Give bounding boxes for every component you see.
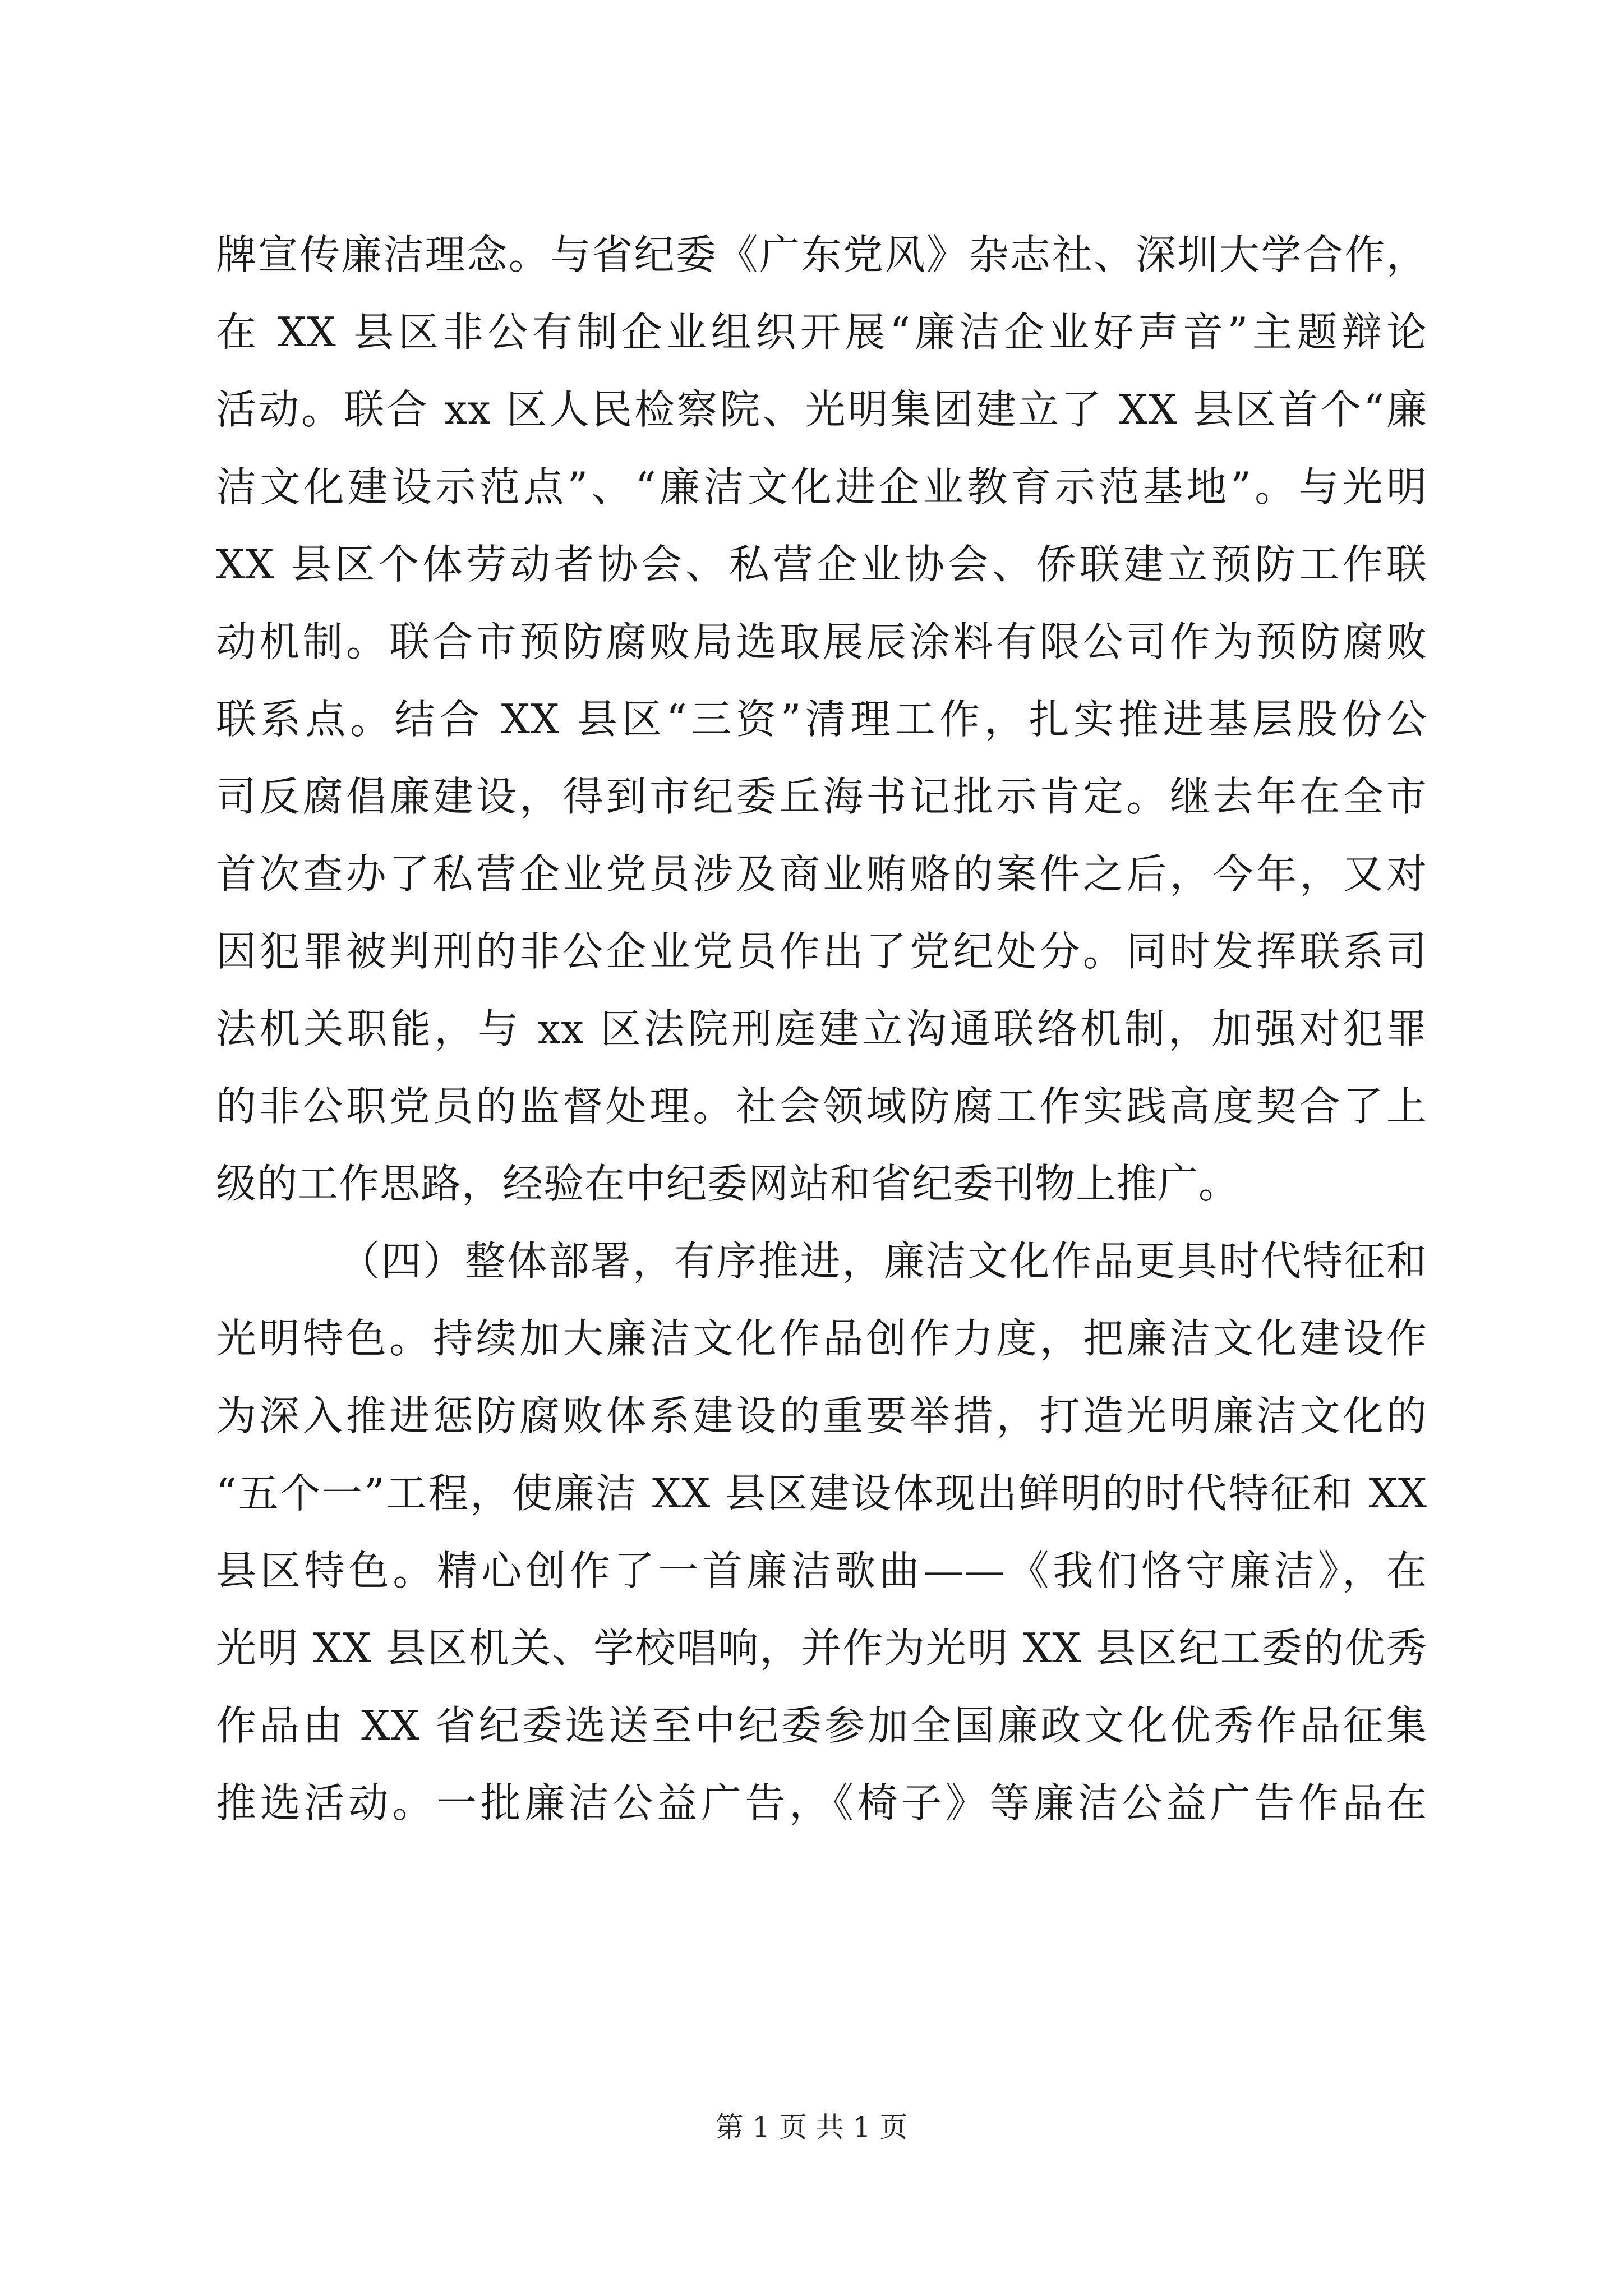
text-line: 县区特色。精心创作了一首廉洁歌曲——《我们恪守廉洁》，在 [216,1547,1427,1594]
text-line: 光明 XX 县区机关、学校唱响，并作为光明 XX 县区纪工委的优秀 [216,1625,1427,1672]
text-line: 作品由 XX 省纪委选送至中纪委参加全国廉政文化优秀作品征集 [216,1702,1427,1749]
text-line: 联系点。结合 XX 县区“三资”清理工作，扎实推进基层股份公 [216,696,1427,743]
text-line: 在 XX 县区非公有制企业组织开展“廉洁企业好声音”主题辩论 [216,309,1427,356]
text-line: 光明特色。持续加大廉洁文化作品创作力度，把廉洁文化建设作 [216,1315,1427,1362]
text-line: 为深入推进惩防腐败体系建设的重要举措，打造光明廉洁文化的 [216,1392,1427,1439]
text-line: “五个一”工程，使廉洁 XX 县区建设体现出鲜明的时代特征和 XX [216,1470,1427,1517]
text-line: 活动。联合 xx 区人民检察院、光明集团建立了 XX 县区首个“廉 [216,386,1427,433]
text-line: XX 县区个体劳动者协会、私营企业协会、侨联建立预防工作联 [216,541,1427,588]
paragraph-end-line: 级的工作思路，经验在中纪委网站和省纪委刊物上推广。 [216,1160,1240,1207]
text-line: 牌宣传廉洁理念。与省纪委《广东党风》杂志社、深圳大学合作， [216,231,1427,278]
page-number-footer: 第 1 页 共 1 页 [715,2111,908,2143]
text-line: 洁文化建设示范点”、“廉洁文化进企业教育示范基地”。与光明 [216,463,1427,510]
text-line: 的非公职党员的监督处理。社会领域防腐工作实践高度契合了上 [216,1083,1427,1130]
text-line: 动机制。联合市预防腐败局选取展辰涂料有限公司作为预防腐败 [216,618,1427,665]
body-text [216,216,1427,1842]
text-line: 司反腐倡廉建设，得到市纪委丘海书记批示肯定。继去年在全市 [216,773,1427,820]
text-line: 推选活动。一批廉洁公益广告，《椅子》等廉洁公益广告作品在 [216,1779,1427,1826]
section-heading-line: （四）整体部署，有序推进，廉洁文化作品更具时代特征和 [339,1237,1427,1285]
text-line: 因犯罪被判刑的非公企业党员作出了党纪处分。同时发挥联系司 [216,928,1427,975]
text-line: 首次查办了私营企业党员涉及商业贿赂的案件之后，今年，又对 [216,850,1427,898]
text-line: 法机关职能，与 xx 区法院刑庭建立沟通联络机制，加强对犯罪 [216,1005,1427,1052]
